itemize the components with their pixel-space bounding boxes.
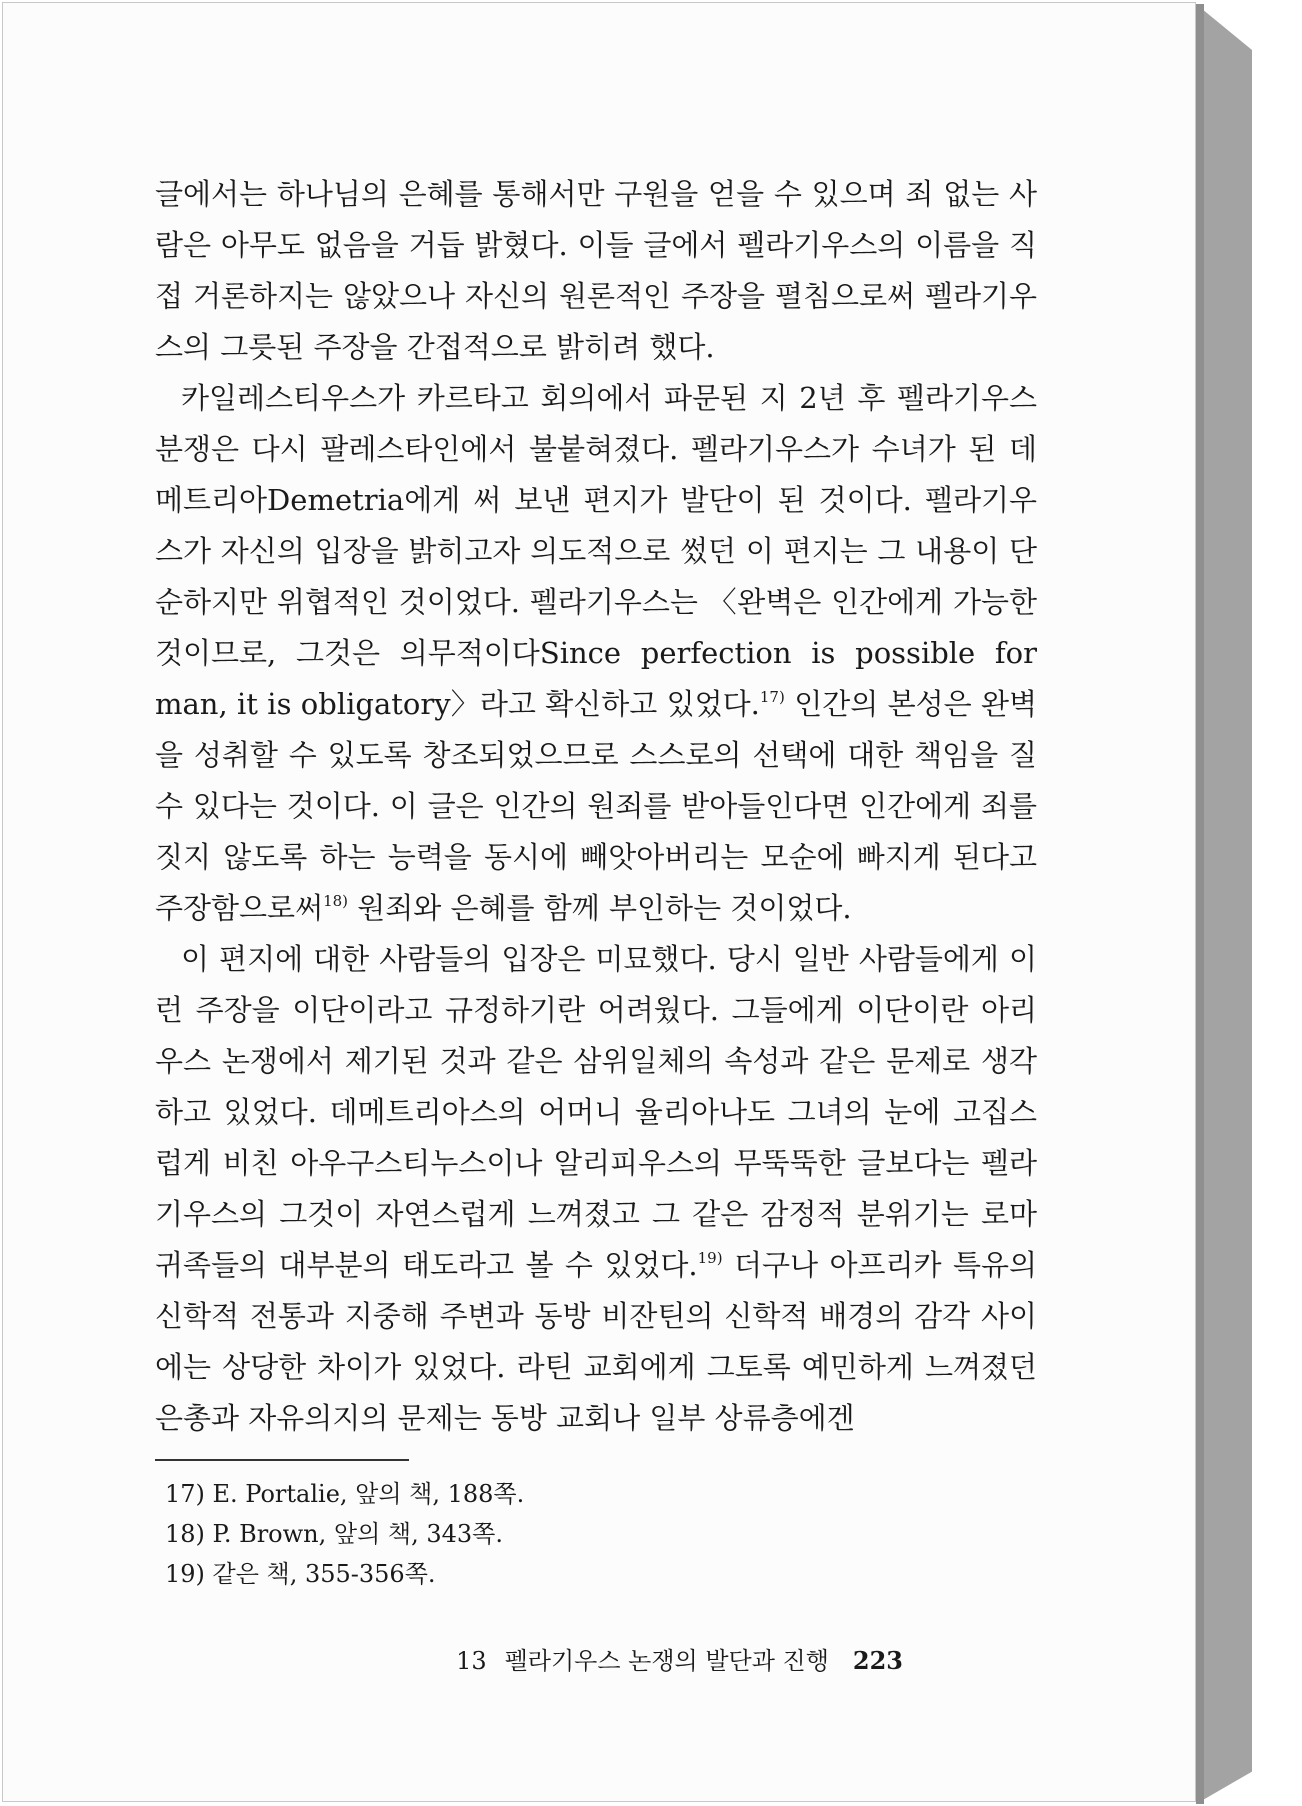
paragraph-3 bbox=[155, 934, 1037, 1444]
page-number: 223 bbox=[852, 1646, 903, 1675]
paragraph-2-text-b: 인간의 본성은 완벽을 성취할 수 있도록 창조되었으므로 스스로의 선택에 대한 책임을 질 수 있다는 것이다. 이 글은 인간의 원죄를 받아들인다면 인간에게 죄를 짓지 않도록 하는 능력을 동시에 빼앗아버리는 모순에 빠지게 된다고 주장함으로써 bbox=[155, 687, 1037, 925]
footnote-18: 18) P. Brown, 앞의 책, 343쪽. bbox=[165, 1520, 503, 1548]
book-page bbox=[2, 2, 1196, 1802]
paragraph-3-text-a: 이 편지에 대한 사람들의 입장은 미묘했다. 당시 일반 사람들에게 이런 주장을 이단이라고 규정하기란 어려웠다. 그들에게 이단이란 아리우스 논쟁에서 제기된 것과 같은 삼위일체의 속성과 같은 문제로 생각하고 있었다. 데메트리아스의 어머니 율리아나도 그녀의 눈에 고집스럽게 비친 아우구스티누스이나 알리피우스의 무뚝뚝한 글보다는 펠라기우스의 그것이 자연스럽게 느껴졌고 그 같은 감정적 분위기는 로마 귀족들의 대부분의 태도라고 볼 수 있었다. bbox=[155, 942, 1037, 1282]
footnote-19: 19) 같은 책, 355-356쪽. bbox=[165, 1560, 436, 1588]
chapter-number: 13 bbox=[456, 1647, 487, 1675]
chapter-title: 펠라기우스 논쟁의 발단과 진행 bbox=[504, 1647, 829, 1675]
book-side-edge bbox=[1196, 4, 1252, 1804]
footnote-17: 17) E. Portalie, 앞의 책, 188쪽. bbox=[165, 1480, 525, 1508]
paragraph-1-text: 글에서는 하나님의 은혜를 통해서만 구원을 얻을 수 있으며 죄 없는 사람은 아무도 없음을 거듭 밝혔다. 이들 글에서 펠라기우스의 이름을 직접 거론하지는 않았으나 자신의 원론적인 주장을 펼침으로써 펠라기우스의 그릇된 주장을 간접적으로 밝히려 했다. bbox=[155, 177, 1037, 364]
footnote-marker-18: 18) bbox=[323, 892, 349, 910]
paragraph-1 bbox=[155, 169, 1037, 373]
footnote-marker-19: 19) bbox=[697, 1249, 723, 1267]
footnote-marker-17: 17) bbox=[759, 688, 785, 706]
body-text bbox=[155, 169, 1037, 1444]
footnote-divider bbox=[155, 1459, 409, 1461]
paragraph-2-text-a: 카일레스티우스가 카르타고 회의에서 파문된 지 2년 후 펠라기우스 분쟁은 다시 팔레스타인에서 불붙혀졌다. 펠라기우스가 수녀가 된 데메트리아Demetria에게 써 보낸 편지가 발단이 된 것이다. 펠라기우스가 자신의 입장을 밝히고자 의도적으로 썼던 이 편지는 그 내용이 단순하지만 위협적인 것이었다. 펠라기우스는 〈완벽은 인간에게 가능한 것이므로, 그것은 의무적이다Since perfection is possible for man, it is obligatory〉라고 확신하고 있었다. bbox=[155, 381, 1037, 721]
footnotes bbox=[165, 1474, 965, 1594]
paragraph-2-text-c: 원죄와 은혜를 함께 부인하는 것이었다. bbox=[348, 891, 852, 925]
book-side-shade bbox=[1196, 4, 1204, 1804]
running-footer bbox=[456, 1641, 903, 1676]
paragraph-2 bbox=[155, 373, 1037, 934]
paragraph-3-text-b: 더구나 아프리카 특유의 신학적 전통과 지중해 주변과 동방 비잔틴의 신학적 배경의 감각 사이에는 상당한 차이가 있었다. 라틴 교회에게 그토록 예민하게 느껴졌던 은총과 자유의지의 문제는 동방 교회나 일부 상류층에겐 bbox=[155, 1248, 1037, 1435]
